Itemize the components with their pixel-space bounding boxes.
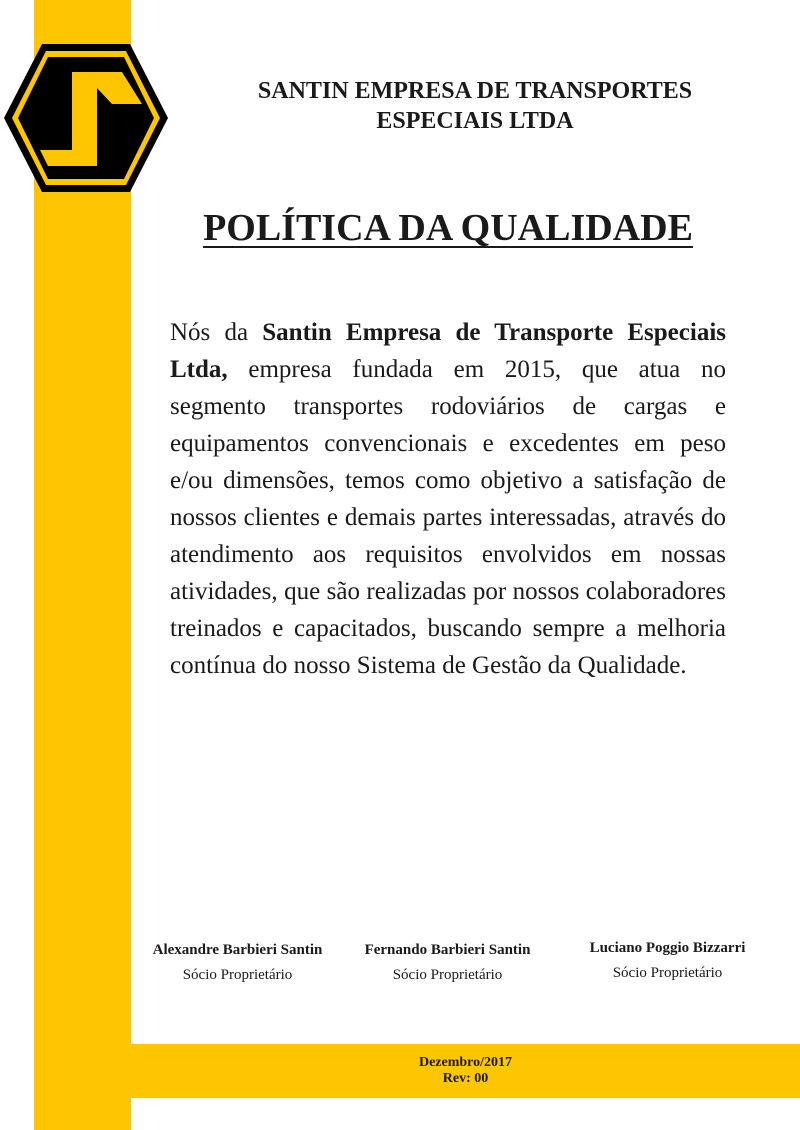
signatory-role: Sócio Proprietário (612, 965, 723, 981)
signatory-name: Luciano Poggio Bizzarri (589, 940, 746, 956)
company-logo (2, 42, 170, 194)
signatory-name: Fernando Barbieri Santin (364, 942, 531, 958)
signatory-role: Sócio Proprietário (392, 967, 503, 983)
signatory-role: Sócio Proprietário (182, 967, 293, 983)
policy-intro: Nós da (170, 319, 249, 346)
company-name-line1: SANTIN EMPRESA DE TRANSPORTES (257, 78, 693, 104)
document-title: POLÍTICA DA QUALIDADE (203, 207, 693, 249)
revision-number: Rev: 00 (442, 1071, 489, 1086)
company-name-line2: ESPECIAIS LTDA (376, 108, 574, 134)
company-header (170, 76, 780, 136)
signature-block (350, 938, 545, 988)
policy-statement (170, 314, 726, 684)
policy-body: empresa fundada em 2015, que atua no segmento transportes rodoviários de cargas e equipamentos convencionais e excedentes em peso e/ou dimensões, temos como objetivo a satisfação de nossos clientes e demais partes interessadas, através do atendimento aos requisitos envolvidos em nossas atividades, que são realizadas por nossos colaboradores treinados e capacitados, buscando sempre a melhoria contínua do nosso Sistema de Gestão da Qualidade. (170, 356, 726, 679)
signature-block (570, 936, 765, 986)
document-footer (131, 1055, 800, 1087)
revision-date: Dezembro/2017 (418, 1055, 513, 1070)
signatory-name: Alexandre Barbieri Santin (152, 942, 323, 958)
policy-company-name: Santin Empresa de Transporte Especiais Ltda, (170, 319, 726, 383)
signature-block (140, 938, 335, 988)
